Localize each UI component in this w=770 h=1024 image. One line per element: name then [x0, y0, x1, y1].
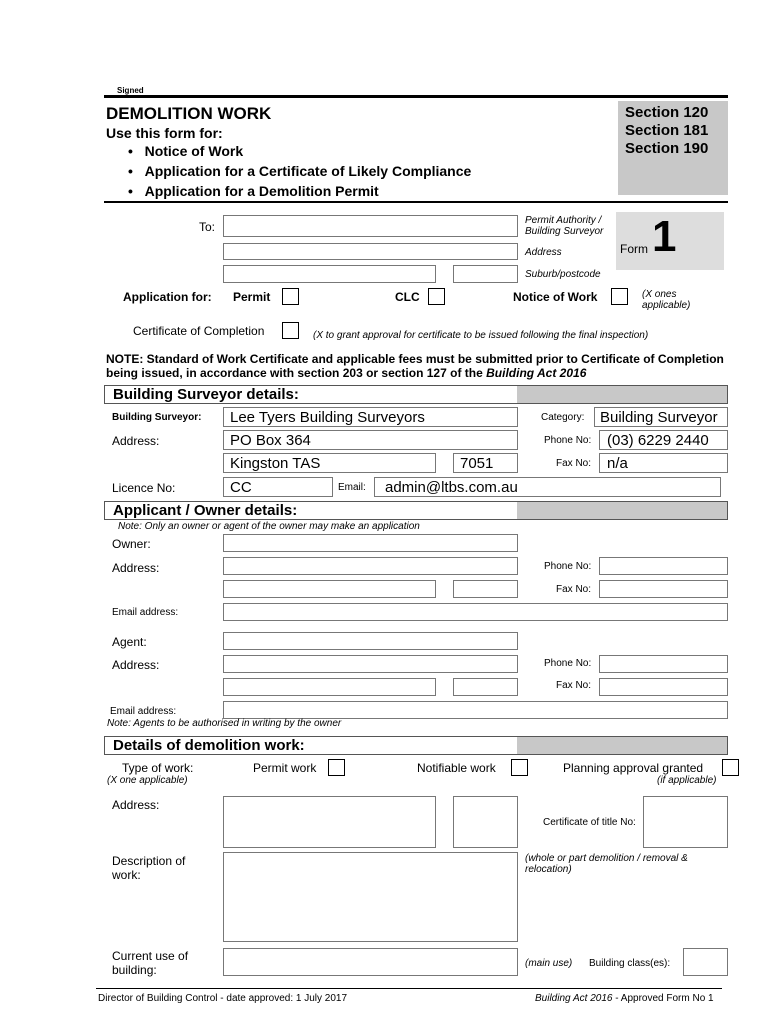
- form-label: Form: [620, 242, 648, 256]
- address-hint: Address: [525, 247, 562, 258]
- current-use-label: Current use of building:: [112, 949, 189, 977]
- note-act: Building Act 2016: [486, 366, 587, 380]
- agent-address-label: Address:: [112, 658, 160, 672]
- agent-email-label: Email address:: [110, 706, 177, 717]
- description-label: Description of work:: [112, 854, 186, 882]
- category-label: Category:: [541, 412, 585, 423]
- owner-fax-input[interactable]: [599, 580, 728, 598]
- form-title: DEMOLITION WORK: [106, 104, 272, 123]
- agent-input[interactable]: [223, 632, 518, 650]
- owner-header: Applicant / Owner details:: [104, 501, 728, 520]
- owner-email-label: Email address:: [112, 607, 179, 618]
- if-applicable-hint: (if applicable): [657, 775, 717, 786]
- permit-authority-hint: Permit Authority / Building Surveyor: [525, 215, 604, 237]
- permit-work-label: Permit work: [253, 761, 317, 775]
- surveyor-address-label: Address:: [112, 434, 160, 448]
- note-text: NOTE: Standard of Work Certificate and applicable fees must be submitted prior to Certificate of Completion being issued, in accordance with section 203 or section 127 of the Building Act 2016: [106, 352, 724, 380]
- agent-phone-label: Phone No:: [544, 658, 592, 669]
- footer-left: Director of Building Control - date approved: 1 July 2017: [98, 993, 348, 1004]
- to-label: To:: [199, 220, 216, 234]
- main-use-hint: (main use): [525, 958, 573, 969]
- owner-suburb-input[interactable]: [223, 580, 436, 598]
- notifiable-work-checkbox[interactable]: [511, 759, 528, 776]
- work-address-label: Address:: [112, 798, 160, 812]
- certificate-completion-checkbox[interactable]: [282, 322, 299, 339]
- agent-fax-label: Fax No:: [556, 680, 592, 691]
- licence-field[interactable]: CC: [223, 477, 333, 497]
- notifiable-work-label: Notifiable work: [417, 761, 496, 775]
- surveyor-phone-field[interactable]: (03) 6229 2440: [599, 430, 728, 450]
- cert-note: (X to grant approval for certificate to be issued following the final inspection): [313, 330, 649, 341]
- type-of-work-label: Type of work:: [122, 761, 194, 775]
- cert-title-label: Certificate of title No:: [543, 817, 636, 828]
- to-authority-input[interactable]: [223, 215, 518, 237]
- work-postcode-input[interactable]: [453, 796, 518, 848]
- building-class-input[interactable]: [683, 948, 728, 976]
- owner-phone-input[interactable]: [599, 557, 728, 575]
- agent-phone-input[interactable]: [599, 655, 728, 673]
- top-rule: [104, 95, 728, 98]
- agent-email-input[interactable]: [223, 701, 728, 719]
- owner-input[interactable]: [223, 534, 518, 552]
- use-item: • Application for a Demolition Permit: [128, 183, 379, 199]
- section-item: Section 181: [625, 122, 709, 139]
- to-postcode-input[interactable]: [453, 265, 518, 283]
- to-address-input[interactable]: [223, 243, 518, 260]
- section-item: Section 190: [625, 140, 709, 157]
- use-item: • Application for a Certificate of Likely Compliance: [128, 163, 472, 179]
- clc-label: CLC: [395, 290, 420, 304]
- work-address-input[interactable]: [223, 796, 436, 848]
- agent-postcode-input[interactable]: [453, 678, 518, 696]
- application-for-label: Application for:: [123, 290, 212, 304]
- x-ones-hint: (X ones applicable): [642, 289, 691, 311]
- cert-title-input[interactable]: [643, 796, 728, 848]
- licence-label: Licence No:: [112, 481, 176, 495]
- agent-label: Agent:: [112, 635, 147, 649]
- permit-work-checkbox[interactable]: [328, 759, 345, 776]
- description-hint: (whole or part demolition / removal & relocation): [525, 853, 688, 875]
- category-field[interactable]: Building Surveyor: [594, 407, 728, 427]
- suburb-hint: Suburb/postcode: [525, 269, 601, 280]
- header-rule: [104, 201, 728, 203]
- to-suburb-input[interactable]: [223, 265, 436, 283]
- footer-right: Building Act 2016 - Approved Form No 1: [535, 993, 714, 1004]
- owner-email-input[interactable]: [223, 603, 728, 621]
- form-number: 1: [652, 212, 677, 261]
- owner-phone-label: Phone No:: [544, 561, 592, 572]
- use-item: • Notice of Work: [128, 143, 244, 159]
- clc-checkbox[interactable]: [428, 288, 445, 305]
- surveyor-email-field[interactable]: admin@ltbs.com.au: [374, 477, 721, 497]
- x-one-hint: (X one applicable): [107, 775, 188, 786]
- sections-panel: [618, 101, 728, 195]
- permit-label: Permit: [233, 290, 271, 304]
- form-number-panel: [616, 212, 724, 270]
- section-item: Section 120: [625, 104, 709, 121]
- surveyor-address2-field[interactable]: Kingston TAS: [223, 453, 436, 473]
- agent-note: Note: Agents to be authorised in writing by the owner: [107, 718, 342, 729]
- surveyor-phone-label: Phone No:: [544, 435, 592, 446]
- agent-address-input[interactable]: [223, 655, 518, 673]
- owner-label: Owner:: [112, 537, 151, 551]
- signed-label: Signed: [117, 86, 144, 95]
- uses-list: [128, 141, 471, 201]
- use-form-for: Use this form for:: [106, 125, 223, 141]
- surveyor-fax-field[interactable]: n/a: [599, 453, 728, 473]
- footer-rule: [96, 988, 722, 989]
- surveyor-header: Building Surveyor details:: [104, 385, 728, 404]
- email-label: Email:: [338, 482, 366, 493]
- surveyor-name-field[interactable]: Lee Tyers Building Surveyors: [223, 407, 518, 427]
- description-input[interactable]: [223, 852, 518, 942]
- planning-approval-label: Planning approval granted: [563, 761, 704, 775]
- surveyor-postcode-field[interactable]: 7051: [453, 453, 518, 473]
- demolition-header: Details of demolition work:: [104, 736, 728, 755]
- agent-suburb-input[interactable]: [223, 678, 436, 696]
- current-use-input[interactable]: [223, 948, 518, 976]
- surveyor-address1-field[interactable]: PO Box 364: [223, 430, 518, 450]
- surveyor-fax-label: Fax No:: [556, 458, 592, 469]
- building-class-label: Building class(es):: [589, 958, 671, 969]
- owner-fax-label: Fax No:: [556, 584, 592, 595]
- owner-postcode-input[interactable]: [453, 580, 518, 598]
- owner-note: Note: Only an owner or agent of the owner may make an application: [118, 521, 420, 532]
- agent-fax-input[interactable]: [599, 678, 728, 696]
- notice-of-work-checkbox[interactable]: [611, 288, 628, 305]
- certificate-completion-label: Certificate of Completion: [133, 324, 265, 338]
- permit-checkbox[interactable]: [282, 288, 299, 305]
- planning-approval-checkbox[interactable]: [722, 759, 739, 776]
- building-surveyor-label: Building Surveyor:: [112, 412, 202, 423]
- notice-of-work-label: Notice of Work: [513, 290, 598, 304]
- owner-address-label: Address:: [112, 561, 160, 575]
- owner-address-input[interactable]: [223, 557, 518, 575]
